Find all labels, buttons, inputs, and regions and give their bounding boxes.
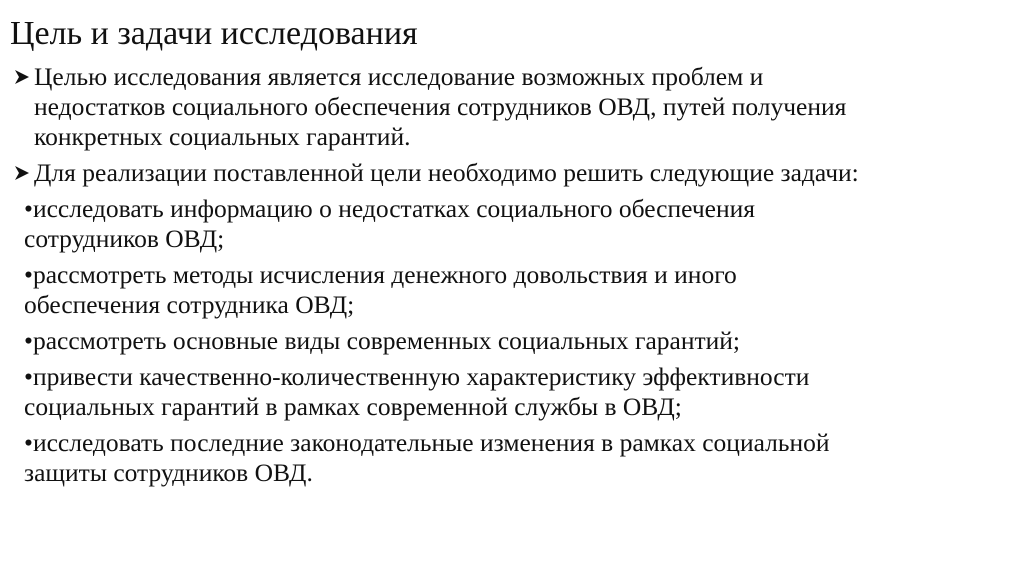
task-line: социальных гарантий в рамках современной службы в ОВД;	[24, 392, 682, 421]
task-line: защиты сотрудников ОВД.	[24, 458, 313, 487]
task-line: обеспечения сотрудника ОВД;	[24, 290, 355, 319]
goal-line: недостатков социального обеспечения сотрудников ОВД, путей получения	[34, 92, 847, 121]
task-line: • исследовать последние законодательные изменения в рамках социальной	[24, 428, 1012, 458]
task-item	[10, 428, 1012, 488]
task-line: сотрудников ОВД;	[24, 224, 225, 253]
task-line: • рассмотреть основные виды современных социальных гарантий;	[24, 326, 1012, 356]
goal-line: Целью исследования является исследование возможных проблем и	[34, 62, 764, 91]
task-item	[10, 260, 1012, 320]
task-item	[10, 326, 1012, 356]
goal-text	[34, 62, 1012, 152]
slide-title: Цель и задачи исследования	[10, 15, 418, 52]
task-item	[10, 362, 1012, 422]
arrow-bullet-icon	[10, 158, 34, 188]
task-line: • исследовать информацию о недостатках социального обеспечения	[24, 194, 1012, 224]
task-item	[10, 194, 1012, 254]
task-line: • рассмотреть методы исчисления денежного довольствия и иного	[24, 260, 1012, 290]
goal-item	[10, 62, 1012, 152]
tasks-intro-item	[10, 158, 1012, 188]
task-line: • привести качественно-количественную характеристику эффективности	[24, 362, 1012, 392]
tasks-intro-line: Для реализации поставленной цели необходимо решить следующие задачи:	[34, 158, 859, 187]
arrow-bullet-icon	[10, 62, 34, 92]
tasks-intro-text	[34, 158, 1012, 188]
goal-line: конкретных социальных гарантий.	[34, 122, 411, 151]
